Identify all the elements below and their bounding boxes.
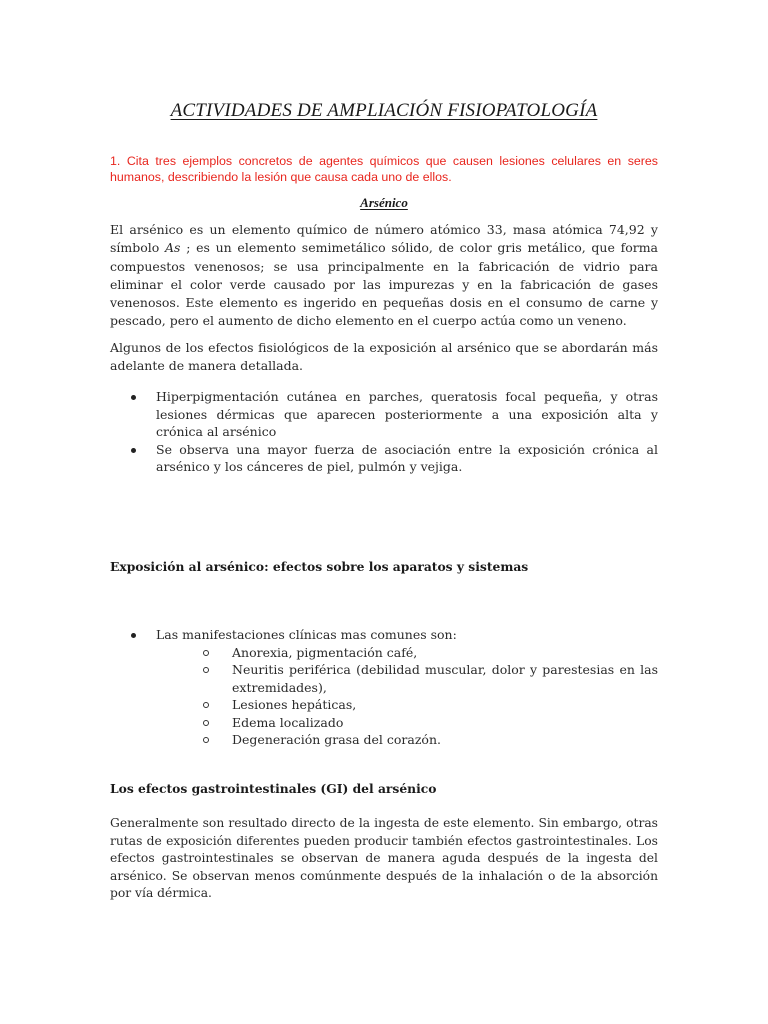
bullet-icon (131, 395, 136, 400)
page-title: ACTIVIDADES DE AMPLIACIÓN FISIOPATOLOGÍA (170, 100, 598, 121)
sublist-item (156, 644, 658, 662)
paragraph1-before-symbol: El arsénico es un elemento químico de número atómico 33, masa atómica 74,92 y símbolo (110, 222, 658, 256)
chemical-symbol: As (165, 240, 181, 256)
arsenic-description-paragraph (110, 221, 658, 331)
sublist-item (156, 731, 658, 749)
sublist-item-text: Degeneración grasa del corazón. (232, 732, 441, 747)
circle-bullet-icon (203, 720, 209, 726)
sublist-item (156, 714, 658, 732)
sublist-item-text: Edema localizado (232, 714, 344, 730)
clinical-sublist (156, 644, 658, 749)
sublist-item-text: Neuritis periférica (debilidad muscular, dolor y parestesias en las extremidades), (232, 662, 658, 695)
section-heading-systems: Exposición al arsénico: efectos sobre los aparatos y sistemas (110, 559, 529, 574)
circle-bullet-icon (203, 737, 209, 743)
list-item (110, 626, 658, 749)
bullet-icon (131, 448, 136, 453)
sublist-item-text: Anorexia, pigmentación café, (232, 644, 418, 660)
sublist-item (156, 696, 658, 714)
effects-intro-paragraph: Algunos de los efectos fisiológicos de la exposición al arsénico que se abordarán más adelante de manera detallada. (110, 340, 658, 374)
effects-list (110, 388, 658, 476)
list-item-text: Hiperpigmentación cutánea en parches, queratosis focal pequeña, y otras lesiones dérmicas que aparecen posteriormente a una exposición alta y crónica al arsénico (156, 389, 658, 439)
bullet-icon (131, 633, 136, 638)
clinical-manifestations-list (110, 626, 658, 749)
sublist-item (156, 661, 658, 696)
circle-bullet-icon (203, 650, 209, 656)
question-text: 1. Cita tres ejemplos concretos de agentes químicos que causen lesiones celulares en seres humanos, describiendo la lesión que causa cada uno de ellos. (110, 154, 658, 184)
section-heading-gastrointestinal: Los efectos gastrointestinales (GI) del arsénico (110, 781, 437, 796)
list-item (110, 388, 658, 441)
list-item (110, 441, 658, 476)
clinical-intro-text: Las manifestaciones clínicas mas comunes son: (156, 627, 457, 642)
paragraph1-after-symbol: ; es un elemento semimetálico sólido, de color gris metálico, que forma compuestos venenosos; se usa principalmente en la fabricación de vidrio para eliminar el color verde causado por las impurezas y en la fabricación de gases venenosos. Este elemento es ingerido en pequeñas dosis en el consumo de carne y pescado, pero el aumento de dicho elemento en el cuerpo actúa como un veneno. (110, 240, 658, 329)
arsenic-subheading: Arsénico (360, 195, 408, 210)
gastrointestinal-paragraph: Generalmente son resultado directo de la ingesta de este elemento. Sin embargo, otras rutas de exposición diferentes pueden producir también efectos gastrointestinales. Los efectos gastrointestinales se observan de manera aguda después de la ingesta del arsénico. Se observan menos comúnmente después de la inhalación o de la absorción por vía dérmica. (110, 816, 658, 901)
list-item-text: Se observa una mayor fuerza de asociación entre la exposición crónica al arsénico y los cánceres de piel, pulmón y vejiga. (156, 441, 658, 474)
circle-bullet-icon (203, 667, 209, 673)
sublist-item-text: Lesiones hepáticas, (232, 697, 357, 712)
circle-bullet-icon (203, 702, 209, 708)
